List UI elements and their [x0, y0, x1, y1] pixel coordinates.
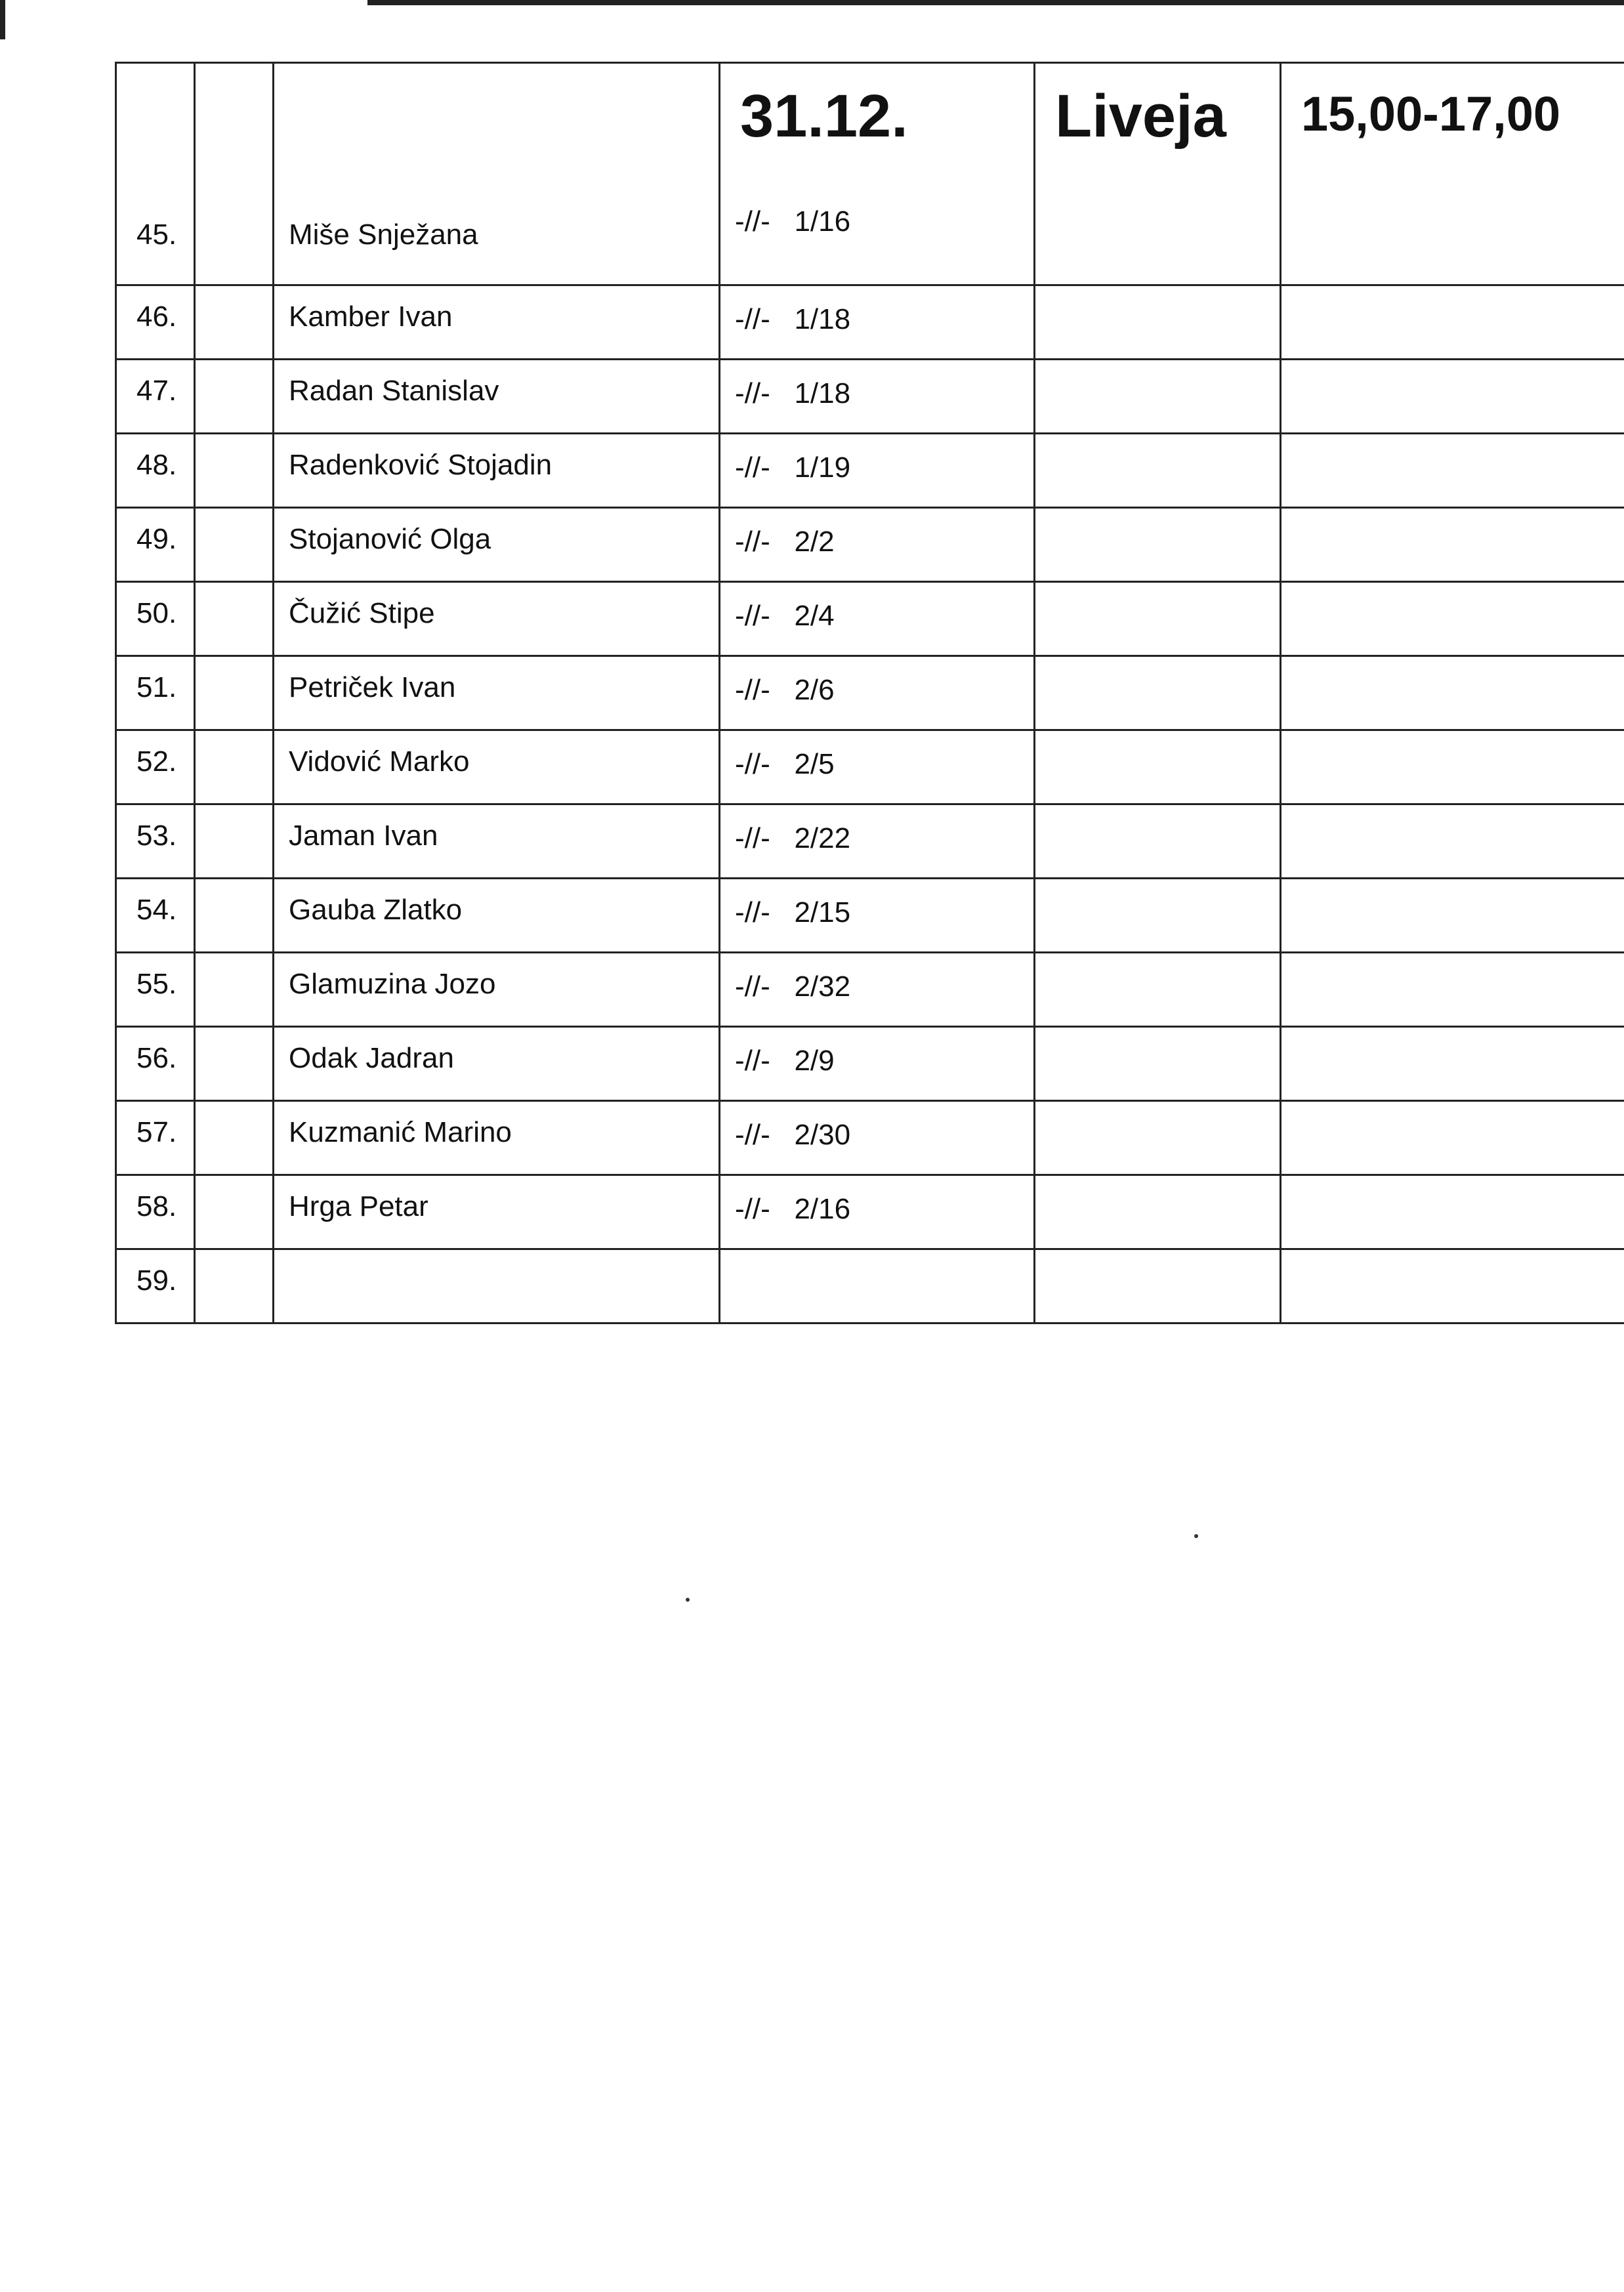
- reference-number: 2/30: [794, 1119, 851, 1151]
- time-cell: [1281, 1249, 1624, 1323]
- reference: [720, 1028, 1033, 1077]
- empty-cell: [195, 508, 274, 582]
- ditto-mark: -//-: [735, 1045, 770, 1077]
- table-row: [116, 656, 1624, 730]
- time-cell: [1281, 1027, 1624, 1101]
- reference: [720, 805, 1033, 855]
- row-number-cell: [116, 953, 195, 1027]
- attendee-table: [115, 62, 1624, 1324]
- reference-number: 1/18: [794, 377, 851, 409]
- ditto-mark: -//-: [735, 748, 770, 780]
- reference-number: 1/19: [794, 451, 851, 484]
- reference-cell: [720, 285, 1035, 360]
- table-row: [116, 730, 1624, 804]
- location-cell: [1035, 434, 1281, 508]
- table-row: [116, 582, 1624, 656]
- time-cell: [1281, 63, 1624, 285]
- time-cell: [1281, 434, 1624, 508]
- reference: [720, 434, 1033, 484]
- row-number: 57.: [136, 1116, 177, 1148]
- person-name: Radenković Stojadin: [289, 449, 552, 481]
- ditto-mark: -//-: [735, 377, 770, 409]
- empty-cell: [195, 360, 274, 434]
- person-name: Petriček Ivan: [289, 671, 456, 703]
- time-cell: [1281, 1175, 1624, 1249]
- table-row: [116, 434, 1624, 508]
- time-cell: [1281, 879, 1624, 953]
- time-cell: [1281, 953, 1624, 1027]
- table-row: [116, 953, 1624, 1027]
- reference: [720, 188, 850, 238]
- empty-cell: [195, 285, 274, 360]
- scan-edge-mark: [0, 0, 5, 39]
- reference: [720, 286, 1033, 336]
- row-number: 46.: [136, 301, 177, 333]
- header-location: Liveja: [1055, 83, 1226, 150]
- ditto-mark: -//-: [735, 970, 770, 1003]
- reference-cell: [720, 730, 1035, 804]
- table-row: [116, 63, 1624, 285]
- person-name: Glamuzina Jozo: [289, 968, 496, 1000]
- person-name: Miše Snježana: [289, 219, 478, 251]
- person-name: Gauba Zlatko: [289, 894, 463, 926]
- table-row: [116, 1027, 1624, 1101]
- row-number-cell: [116, 360, 195, 434]
- reference: [720, 657, 1033, 707]
- name-cell: [274, 730, 720, 804]
- location-cell: [1035, 285, 1281, 360]
- reference-number: 2/15: [794, 896, 851, 928]
- table-row: [116, 285, 1624, 360]
- reference-cell: [720, 953, 1035, 1027]
- name-cell: [274, 582, 720, 656]
- row-number: 56.: [136, 1042, 177, 1074]
- ditto-mark: -//-: [735, 205, 770, 238]
- empty-cell: [195, 804, 274, 879]
- name-cell: [274, 656, 720, 730]
- row-number-cell: [116, 656, 195, 730]
- ditto-mark: -//-: [735, 1119, 770, 1151]
- table-row: [116, 1175, 1624, 1249]
- reference-number: 2/2: [794, 526, 835, 558]
- reference-cell: [720, 804, 1035, 879]
- time-cell: [1281, 656, 1624, 730]
- reference: [720, 509, 1033, 558]
- reference-cell: [720, 582, 1035, 656]
- row-number: 47.: [136, 375, 177, 407]
- table-row: [116, 508, 1624, 582]
- table-row: [116, 360, 1624, 434]
- reference-cell: [720, 434, 1035, 508]
- empty-cell: [195, 953, 274, 1027]
- name-cell: [274, 434, 720, 508]
- location-cell: [1035, 804, 1281, 879]
- name-cell: [274, 804, 720, 879]
- ditto-mark: -//-: [735, 674, 770, 706]
- reference: [720, 360, 1033, 410]
- row-number-cell: [116, 508, 195, 582]
- reference: [720, 731, 1033, 781]
- row-number: 55.: [136, 968, 177, 1000]
- location-cell: [1035, 1027, 1281, 1101]
- time-cell: [1281, 730, 1624, 804]
- person-name: Kamber Ivan: [289, 301, 453, 333]
- location-cell: [1035, 63, 1281, 285]
- name-cell: [274, 285, 720, 360]
- ditto-mark: -//-: [735, 822, 770, 854]
- time-cell: [1281, 582, 1624, 656]
- reference-cell: [720, 1175, 1035, 1249]
- empty-cell: [195, 879, 274, 953]
- row-number-cell: [116, 1249, 195, 1323]
- scan-edge-line: [367, 0, 1624, 5]
- scan-speck: [686, 1598, 690, 1602]
- header-time: 15,00-17,00: [1301, 87, 1561, 141]
- person-name: Vidović Marko: [289, 745, 470, 778]
- row-number-cell: [116, 1175, 195, 1249]
- ditto-mark: -//-: [735, 896, 770, 928]
- name-cell: [274, 1175, 720, 1249]
- empty-cell: [195, 1249, 274, 1323]
- row-number: 58.: [136, 1190, 177, 1222]
- name-cell: [274, 953, 720, 1027]
- row-number: 53.: [136, 820, 177, 852]
- reference-cell: [720, 508, 1035, 582]
- table-row: [116, 804, 1624, 879]
- time-cell: [1281, 360, 1624, 434]
- ditto-mark: -//-: [735, 526, 770, 558]
- reference-cell: [720, 656, 1035, 730]
- row-number: 51.: [136, 671, 177, 703]
- location-cell: [1035, 1249, 1281, 1323]
- person-name: Odak Jadran: [289, 1042, 454, 1074]
- person-name: Radan Stanislav: [289, 375, 499, 407]
- reference: [720, 1102, 1033, 1152]
- empty-cell: [195, 434, 274, 508]
- reference-cell: [720, 879, 1035, 953]
- reference: [720, 1176, 1033, 1226]
- empty-cell: [195, 730, 274, 804]
- empty-cell: [195, 1101, 274, 1175]
- location-cell: [1035, 360, 1281, 434]
- reference-number: 2/9: [794, 1045, 835, 1077]
- row-number-cell: [116, 804, 195, 879]
- reference: [720, 1250, 1033, 1300]
- name-cell: [274, 1101, 720, 1175]
- time-cell: [1281, 508, 1624, 582]
- time-cell: [1281, 1101, 1624, 1175]
- empty-cell: [195, 63, 274, 285]
- reference-number: 2/6: [794, 674, 835, 706]
- table-row: [116, 879, 1624, 953]
- name-cell: [274, 63, 720, 285]
- location-cell: [1035, 1175, 1281, 1249]
- time-cell: [1281, 804, 1624, 879]
- person-name: Čužić Stipe: [289, 597, 435, 629]
- table-row: [116, 1249, 1624, 1323]
- person-name: Hrga Petar: [289, 1190, 428, 1222]
- row-number: 59.: [136, 1264, 177, 1297]
- reference-number: 2/16: [794, 1193, 851, 1225]
- row-number-cell: [116, 285, 195, 360]
- ditto-mark: -//-: [735, 451, 770, 484]
- ditto-mark: -//-: [735, 600, 770, 632]
- reference-cell: [720, 1101, 1035, 1175]
- location-cell: [1035, 582, 1281, 656]
- row-number: 54.: [136, 894, 177, 926]
- row-number-cell: [116, 63, 195, 285]
- row-number: 45.: [136, 219, 177, 251]
- reference: [720, 879, 1033, 929]
- ditto-mark: -//-: [735, 1193, 770, 1225]
- empty-cell: [195, 656, 274, 730]
- table-row: [116, 1101, 1624, 1175]
- reference: [720, 953, 1033, 1003]
- row-number: 48.: [136, 449, 177, 481]
- person-name: Kuzmanić Marino: [289, 1116, 512, 1148]
- person-name: [274, 1250, 718, 1264]
- empty-cell: [195, 582, 274, 656]
- header-date: 31.12.: [740, 83, 908, 150]
- row-number-cell: [116, 730, 195, 804]
- person-name: Jaman Ivan: [289, 820, 438, 852]
- row-number: 52.: [136, 745, 177, 778]
- scan-speck: [1194, 1534, 1198, 1538]
- reference-number: 2/5: [794, 748, 835, 780]
- reference-number: 2/4: [794, 600, 835, 632]
- name-cell: [274, 1249, 720, 1323]
- row-number-cell: [116, 1101, 195, 1175]
- name-cell: [274, 1027, 720, 1101]
- reference-number: 2/22: [794, 822, 851, 854]
- row-number-cell: [116, 1027, 195, 1101]
- empty-cell: [195, 1027, 274, 1101]
- name-cell: [274, 360, 720, 434]
- reference: [720, 583, 1033, 633]
- location-cell: [1035, 1101, 1281, 1175]
- location-cell: [1035, 508, 1281, 582]
- reference-cell: [720, 1027, 1035, 1101]
- row-number: 50.: [136, 597, 177, 629]
- location-cell: [1035, 879, 1281, 953]
- reference-cell: [720, 360, 1035, 434]
- row-number-cell: [116, 879, 195, 953]
- name-cell: [274, 879, 720, 953]
- reference-number: 1/18: [794, 303, 851, 335]
- reference-number: 1/16: [794, 205, 851, 238]
- name-cell: [274, 508, 720, 582]
- reference-number: 2/32: [794, 970, 851, 1003]
- time-cell: [1281, 285, 1624, 360]
- location-cell: [1035, 953, 1281, 1027]
- row-number-cell: [116, 582, 195, 656]
- location-cell: [1035, 656, 1281, 730]
- reference-cell: [720, 1249, 1035, 1323]
- empty-cell: [195, 1175, 274, 1249]
- row-number: 49.: [136, 523, 177, 555]
- row-number-cell: [116, 434, 195, 508]
- person-name: Stojanović Olga: [289, 523, 491, 555]
- date-cell: [720, 63, 1035, 285]
- location-cell: [1035, 730, 1281, 804]
- ditto-mark: -//-: [735, 303, 770, 335]
